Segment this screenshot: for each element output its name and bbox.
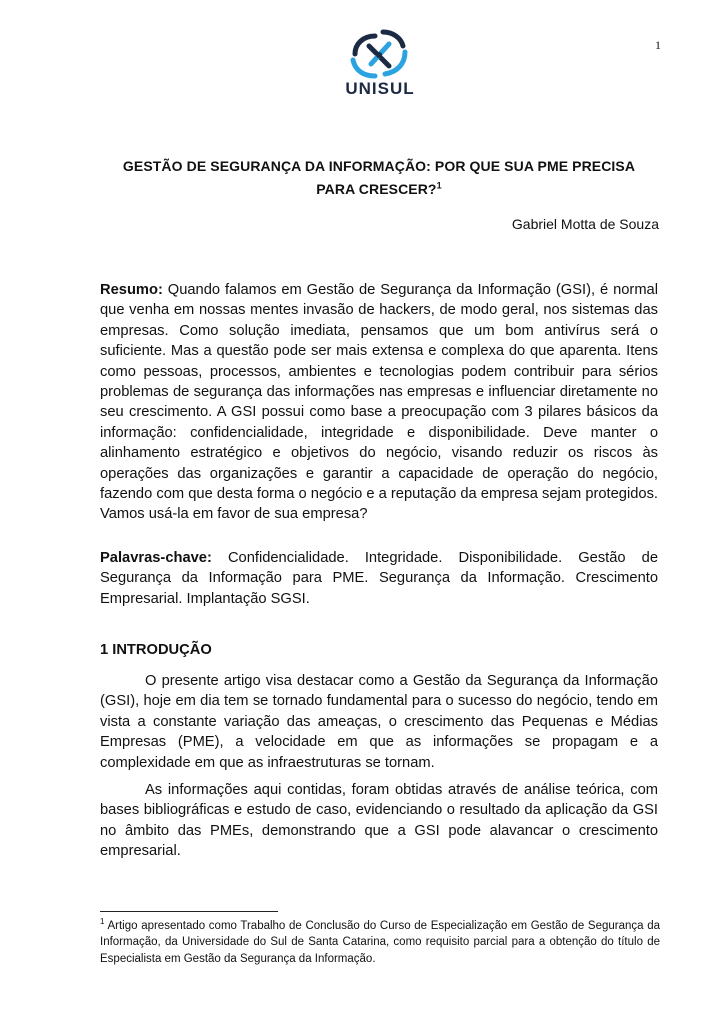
- paper-title-line-1: GESTÃO DE SEGURANÇA DA INFORMAÇÃO: POR QUE SUA PME PRECISA: [122, 158, 636, 174]
- footnote-marker: 1: [100, 917, 105, 927]
- paper-title-line-2-text: PARA CRESCER?: [316, 181, 437, 197]
- footnote-text: Artigo apresentado como Trabalho de Conclusão do Curso de Especialização em Gestão de Segurança da Informação, da Universidade do Sul de Santa Catarina, como requisito parcial para a obtenção do título de Especialista em Gestão da Segurança da Informação.: [100, 920, 660, 965]
- keywords: [100, 548, 658, 609]
- paper-title-line-2: [98, 178, 660, 201]
- footnote: [100, 918, 660, 967]
- abstract: [100, 280, 658, 525]
- abstract-text: Quando falamos em Gestão de Segurança da Informação (GSI), é normal que venha em nossas mentes invasão de hackers, de modo geral, nos sistemas das empresas. Como solução imediata, pensamos que um bom antivírus será o suficiente. Mas a questão pode ser mais extensa e complexa do que aparenta. Itens como pessoas, processos, ambientes e tecnologias podem contribuir para sérios problemas de segurança das informações nas empresas e influenciar diretamente no seu crescimento. A GSI possui como base a preocupação com 3 pilares básicos da informação: confidencialidade, integridade e disponibilidade. Deve manter o alinhamento estratégico e objetivos do negócio, visando reduzir os riscos às operações das organizações e garantir a capacidade de operação do negócio, fazendo com que desta forma o negócio e a reputação da empresa sejam protegidos. Vamos usá-la em favor de sua empresa?: [100, 282, 658, 523]
- unisul-logo: [332, 28, 428, 100]
- introduction-paragraph: O presente artigo visa destacar como a Gestão da Segurança da Informação (GSI), hoje em dia tem se tornado fundamental para o sucesso do negócio, tendo em vista a constante variação das ameaças, o crescimento das Pequenas e Médias Empresas (PME), a velocidade em que as informações se propagam e a complexidade em que as infraestruturas se tornam.: [100, 673, 658, 771]
- unisul-logo-mark-icon: [345, 28, 413, 80]
- page-number: 1: [655, 38, 661, 52]
- title-footnote-marker: 1: [436, 180, 442, 191]
- paper-title: [98, 155, 660, 201]
- footnote-divider: [100, 911, 278, 912]
- keywords-text: Confidencialidade. Integridade. Disponibilidade. Gestão de Segurança da Informação para PME. Segurança da Informação. Crescimento Empresarial. Implantação SGSI.: [100, 550, 658, 607]
- keywords-label: Palavras-chave:: [100, 550, 212, 566]
- unisul-logo-text: UNISUL: [345, 79, 415, 98]
- section-heading-introduction: 1 INTRODUÇÃO: [100, 642, 212, 658]
- abstract-label: Resumo:: [100, 282, 163, 298]
- introduction-paragraph: As informações aqui contidas, foram obtidas através de análise teórica, com bases bibliográficas e estudo de caso, evidenciando o resultado da aplicação da GSI no âmbito das PMEs, demonstrando que a GSI pode alavancar o crescimento empresarial.: [100, 782, 658, 860]
- author-name: Gabriel Motta de Souza: [511, 216, 659, 232]
